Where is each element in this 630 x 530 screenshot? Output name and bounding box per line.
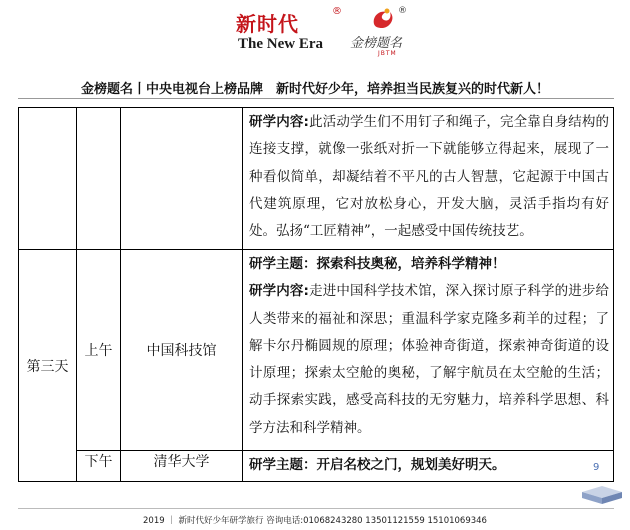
table-cell-content: [243, 108, 614, 250]
table-row: [19, 108, 614, 250]
theme-title: 研学主题：开启名校之门，规划美好明天。: [249, 457, 506, 473]
table-row: [19, 250, 614, 451]
new-era-logo-cn: 新时代: [236, 12, 299, 36]
place-tsinghua: 清华大学: [121, 451, 243, 482]
table-cell: [77, 108, 121, 250]
table-cell: [19, 108, 77, 250]
footer-divider: [18, 508, 614, 509]
jinbang-logo-sub: JBTM: [378, 50, 397, 57]
table-row: [19, 451, 614, 482]
schedule-table: [18, 107, 614, 482]
day-label: 第三天: [19, 250, 77, 482]
theme-title: 研学主题：探索科技奥秘，培养科学精神！: [249, 256, 506, 272]
jinbang-flame-icon: [370, 6, 396, 30]
page-number: 9: [593, 462, 600, 473]
table-cell-content: [243, 250, 614, 451]
content-text: 走进中国科学技术馆，深入探讨原子科学的进步给人类带来的福祉和深思；重温科学家克隆多莉羊的过程；了解卡尔丹椭圆规的原理；体验神奇街道，探索神奇街道的设计原理；探索太空舱的奥秘，了解宇航员在太空舱的生活；动手探索实践，感受高科技的无穷魅力，培养科学思想、科学方法和科学精神。: [249, 283, 609, 436]
period-morning: 上午: [77, 250, 121, 451]
table-cell-content: [243, 451, 614, 482]
place-science-museum: 中国科技馆: [121, 250, 243, 451]
content-label: 研学内容:: [249, 283, 309, 300]
new-era-logo-en: The New Era: [238, 36, 323, 52]
header-divider: [18, 98, 614, 99]
page-tagline: 金榜题名丨中央电视台上榜品牌 新时代好少年，培养担当民族复兴的时代新人！: [80, 82, 549, 97]
content-text: 此活动学生们不用钉子和绳子，完全靠自身结构的连接支撑，就像一张纸对折一下就能够立得起来，展现了一种看似简单，却凝结着不平凡的古人智慧，它起源于中国古代建筑原理，它对放松身心，开发大脑，灵活手指均有好处。弘扬“工匠精神”，一起感受中国传统技艺。: [249, 114, 609, 240]
registered-mark-2: ®: [398, 6, 407, 16]
content-label: 研学内容:: [249, 114, 309, 130]
period-afternoon: 下午: [77, 451, 121, 482]
jinbang-logo-cn: 金榜题名: [350, 36, 403, 51]
books-icon: [580, 482, 624, 506]
new-era-logo: [232, 6, 350, 56]
table-cell: [121, 108, 243, 250]
page-footer: 2019 ｜ 新时代好少年研学旅行 咨询电话:01068243280 13501121559 15101069346: [143, 516, 487, 526]
registered-mark: ®: [332, 6, 342, 17]
jinbang-logo: [350, 6, 420, 56]
